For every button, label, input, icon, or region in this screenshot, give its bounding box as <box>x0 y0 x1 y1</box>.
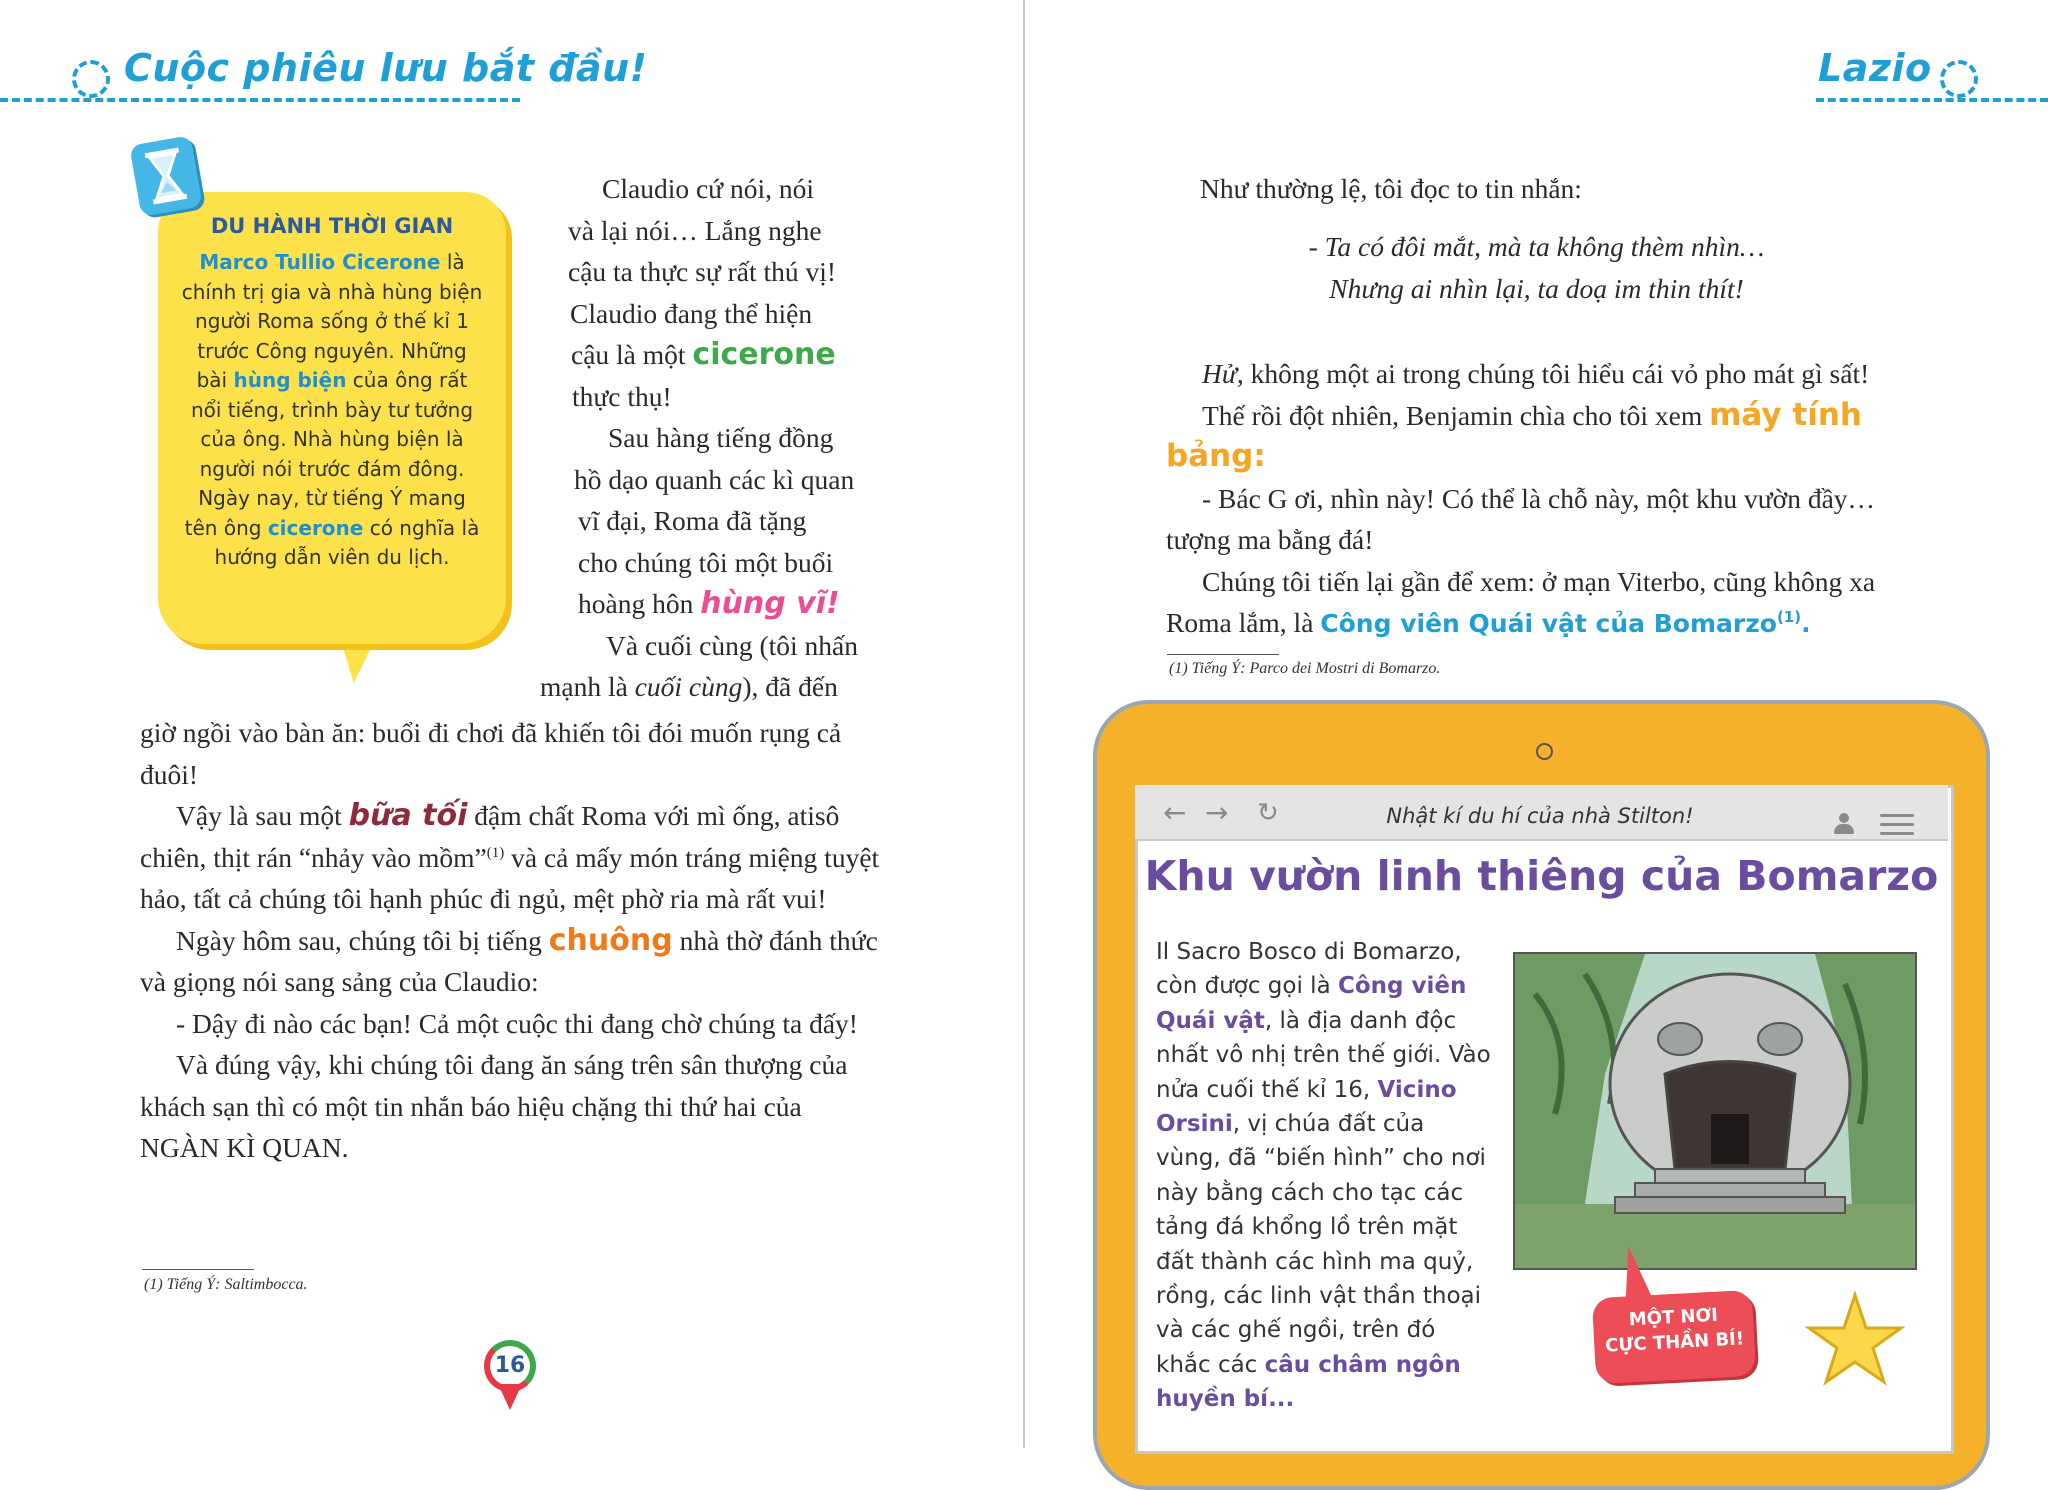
text-line: Claudio đang thể hiện <box>570 297 813 329</box>
star-icon <box>1805 1290 1905 1390</box>
text-line: vĩ đại, Roma đã tặng <box>578 505 807 536</box>
right-intro-line: Như thường lệ, tôi đọc to tin nhắn: <box>1200 173 1582 204</box>
text-line: thực thụ! <box>572 380 672 412</box>
sidebar-title: DU HÀNH THỜI GIAN <box>210 214 454 238</box>
page-number-pin-tip <box>498 1384 522 1410</box>
paragraph-tablet: Thế rồi đột nhiên, Benjamin chìa cho tôi xem máy tính bảng: <box>1166 396 1862 474</box>
back-arrow-icon[interactable]: ← <box>1163 796 1187 829</box>
text-line: cậu ta thực sự rất thú vị! <box>568 256 837 287</box>
hourglass-icon <box>129 135 203 217</box>
user-icon[interactable] <box>1834 813 1854 833</box>
paragraph-look: - Bác G ơi, nhìn này! Có thể là chỗ này, một khu vườn đầy… tượng ma bằng đá! <box>1166 482 1876 555</box>
highlight-may-tinh-bang: máy tính bảng: <box>1166 396 1862 474</box>
left-body-text <box>140 712 885 1169</box>
paragraph-hungry: giờ ngồi vào bàn ăn: buổi đi chơi đã khiến tôi đói muốn rụng cả đuôi! <box>140 717 842 790</box>
hourglass-badge <box>129 135 203 217</box>
right-body-text <box>1166 353 1911 645</box>
header-dashed-rule-left <box>0 98 520 102</box>
sticker-text: MỘT NƠI CỰC THẦN BÍ! <box>1604 1304 1745 1357</box>
menu-icon[interactable] <box>1880 814 1914 836</box>
left-narrow-column <box>540 168 898 708</box>
sidebar-text: Marco Tullio Cicerone là chính trị gia và nhà hùng biện người Roma sống ở thế kỉ 1 trước Công nguyên. Những bài hùng biện của ông rất nổi tiếng, trình bày tư tưởng của ông. Nhà hùng biện là người nói trước đám đông. Ngày nay, từ tiếng Ý mang tên ông cicerone có nghĩa là hướng dẫn viên du lịch. <box>181 250 483 569</box>
text-line: Claudio cứ nói, nói <box>602 173 814 204</box>
text-line: cho chúng tôi một buổi <box>578 546 834 578</box>
highlight-cicerone: cicerone <box>692 337 836 372</box>
footnote-rule-right <box>1167 654 1279 655</box>
page-number: 16 <box>484 1340 536 1392</box>
paragraph-viterbo: Chúng tôi tiến lại gần để xem: ở mạn Viterbo, cũng không xa Roma lắm, là Công viên Quái vật của Bomarzo$^{(1)}$. <box>1166 565 1876 638</box>
paragraph-confused: Hử, không một ai trong chúng tôi hiểu cái vỏ pho mát gì sất! <box>1202 358 1870 389</box>
paragraph-message: Và đúng vậy, khi chúng tôi đang ăn sáng trên sân thượng của khách sạn thì có một tin nhắn báo hiệu chặng thi thứ hai của NGÀN KÌ QUAN. <box>140 1049 848 1163</box>
paragraph-wake-up: - Dậy đi nào các bạn! Cả một cuộc thi đang chờ chúng ta đấy! <box>176 1007 858 1039</box>
text-line: Và cuối cùng (tôi nhấn <box>606 629 859 661</box>
text-line: hồ dạo quanh các kì quan <box>574 463 855 495</box>
time-travel-sidebar <box>158 192 506 644</box>
highlight-park-name: Công viên Quái vật của Bomarzo <box>1320 609 1777 638</box>
text-line: cậu là một cicerone <box>571 337 836 372</box>
text-line: và lại nói… Lắng nghe <box>568 214 822 246</box>
header-ring-icon-right <box>1940 60 1978 98</box>
highlight-bua-toi: bữa tối <box>348 798 468 833</box>
text-line: mạnh là cuối cùng), đã đến <box>540 671 838 702</box>
browser-page-title: Nhật kí du hí của nhà Stilton! <box>1386 804 1694 828</box>
running-title-right: Lazio <box>1818 46 1932 90</box>
header-dashed-rule-right <box>1816 98 2048 102</box>
header-ring-icon-left <box>72 60 110 98</box>
ogre-mouth-illustration <box>1513 952 1917 1270</box>
running-title-left: Cuộc phiêu lưu bắt đầu! <box>124 46 648 90</box>
paragraph-dinner: Vậy là sau một bữa tối đậm chất Roma với mì ống, atisô chiên, thịt rán “nhảy vào mồm”$^{(1)}$ và cả mấy món tráng miệng tuyệt hảo, tất cả chúng tôi hạnh phúc đi ngủ, mệt phờ ria mà rất vui! <box>140 798 880 914</box>
text-line: hoàng hôn hùng vĩ! <box>578 586 840 621</box>
reload-icon[interactable]: ↻ <box>1257 798 1279 828</box>
highlight-chuong: chuông <box>548 922 673 958</box>
riddle-line-2: Nhưng ai nhìn lại, ta doạ im thin thít! <box>1329 273 1744 304</box>
paragraph-bell: Ngày hôm sau, chúng tôi bị tiếng chuông nhà thờ đánh thức và giọng nói sang sảng của Claudio: <box>140 922 878 997</box>
footnote-right: (1) Tiếng Ý: Parco dei Mostri di Bomarzo. <box>1169 660 1441 677</box>
text-line: Sau hàng tiếng đồng <box>608 422 834 453</box>
highlight-hung-vi: hùng vĩ! <box>700 586 840 621</box>
footnote-rule-left <box>142 1269 254 1270</box>
riddle-line-1: - Ta có đôi mắt, mà ta không thèm nhìn… <box>1308 231 1765 262</box>
article-text: Il Sacro Bosco di Bomarzo, còn được gọi là Công viên Quái vật, là địa danh độc nhất vô nhị trên thế giới. Vào nửa cuối thế kỉ 16, Vicino Orsini, vị chúa đất của vùng, đã “biến hình” cho nơi này bằng cách cho tạc các tảng đá khổng lồ trên mặt đất thành các hình ma quỷ, rồng, các linh vật thần thoại và các ghế ngồi, trên đó khắc các câu châm ngôn huyền bí... <box>1156 939 1491 1413</box>
forward-arrow-icon[interactable]: → <box>1205 796 1229 829</box>
tablet-camera <box>1536 743 1553 760</box>
footnote-left: (1) Tiếng Ý: Saltimbocca. <box>144 1276 308 1293</box>
book-spine <box>1023 0 1025 1448</box>
article-title: Khu vườn linh thiêng của Bomarzo <box>1144 852 1939 900</box>
